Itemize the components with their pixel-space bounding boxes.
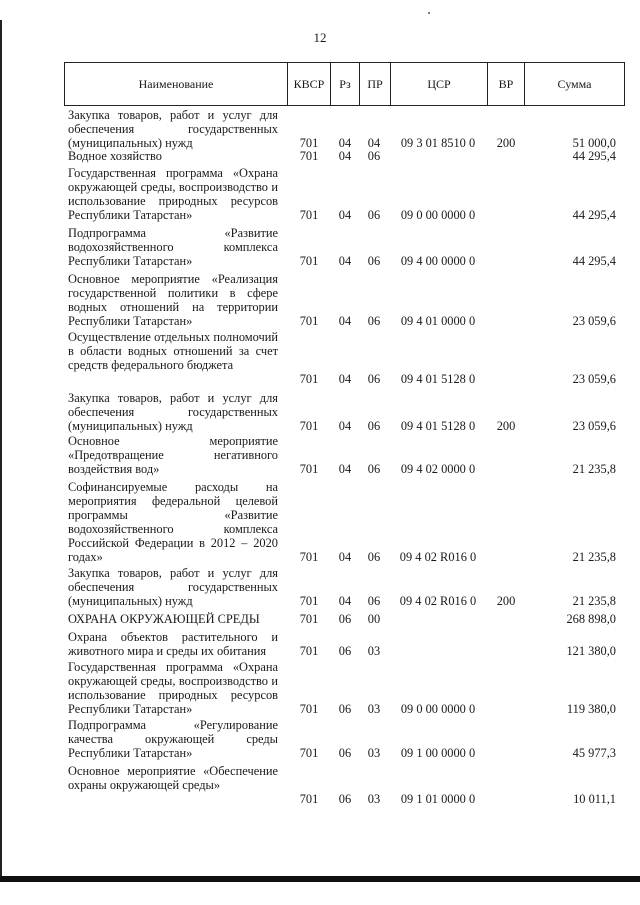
header-kvsr: КВСР bbox=[288, 63, 331, 105]
row-name: Основное мероприятие «Реализация государственной политики в сфере водных отношений на территории Республики Татарстан» bbox=[68, 272, 278, 328]
row-rz: 04 bbox=[338, 149, 352, 163]
row-kvsr: 701 bbox=[299, 644, 319, 658]
row-sum: 44 295,4 bbox=[572, 208, 616, 222]
row-kvsr: 701 bbox=[299, 746, 319, 760]
header-csr: ЦСР bbox=[391, 63, 488, 105]
row-name: Софинансируемые расходы на мероприятия федеральной целевой программы «Развитие водохозяйственного комплекса Российской Федерации в 2012 – 2020 годах» bbox=[68, 480, 278, 564]
header-pr: ПР bbox=[360, 63, 391, 105]
header-sum: Сумма bbox=[557, 76, 592, 91]
table-header bbox=[64, 62, 625, 106]
row-sum: 44 295,4 bbox=[572, 149, 616, 163]
row-name: Осуществление отдельных полномочий в области водных отношений за счет средств федерального бюджета bbox=[68, 330, 278, 372]
row-name: Государственная программа «Охрана окружающей среды, воспроизводство и использование природных ресурсов Республики Татарстан» bbox=[68, 166, 278, 222]
row-kvsr: 701 bbox=[299, 462, 319, 476]
row-csr: 09 4 01 5128 0 bbox=[400, 372, 476, 386]
row-pr: 06 bbox=[367, 594, 381, 608]
row-kvsr: 701 bbox=[299, 419, 319, 433]
row-kvsr: 701 bbox=[299, 208, 319, 222]
row-rz: 06 bbox=[338, 746, 352, 760]
row-name: ОХРАНА ОКРУЖАЮЩЕЙ СРЕДЫ bbox=[68, 612, 260, 626]
row-csr: 09 4 02 R016 0 bbox=[399, 594, 477, 608]
row-kvsr: 701 bbox=[299, 314, 319, 328]
row-sum: 51 000,0 bbox=[572, 136, 616, 150]
row-csr: 09 0 00 0000 0 bbox=[400, 208, 476, 222]
row-csr: 09 4 01 5128 0 bbox=[400, 419, 476, 433]
row-rz: 04 bbox=[338, 594, 352, 608]
row-name: Государственная программа «Охрана окружающей среды, воспроизводство и использование природных ресурсов Республики Татарстан» bbox=[68, 660, 278, 716]
row-name: Подпрограмма «Регулирование качества окружающей среды Республики Татарстан» bbox=[68, 718, 278, 760]
row-rz: 04 bbox=[338, 372, 352, 386]
row-name: Основное мероприятие «Обеспечение охраны окружающей среды» bbox=[68, 764, 278, 792]
row-kvsr: 701 bbox=[299, 594, 319, 608]
header-rz: Рз bbox=[331, 63, 360, 105]
row-name: Закупка товаров, работ и услуг для обеспечения государственных (муниципальных) нужд bbox=[68, 566, 278, 608]
row-vr: 200 bbox=[496, 594, 516, 608]
row-sum: 21 235,8 bbox=[572, 594, 616, 608]
row-name: Закупка товаров, работ и услуг для обеспечения государственных (муниципальных) нужд bbox=[68, 108, 278, 150]
row-name: Охрана объектов растительного и животного мира и среды их обитания bbox=[68, 630, 278, 658]
row-rz: 04 bbox=[338, 419, 352, 433]
row-pr: 06 bbox=[367, 208, 381, 222]
row-name: Закупка товаров, работ и услуг для обеспечения государственных (муниципальных) нужд bbox=[68, 391, 278, 433]
row-csr: 09 1 00 0000 0 bbox=[400, 746, 476, 760]
row-sum: 10 011,1 bbox=[573, 792, 616, 806]
row-pr: 06 bbox=[367, 462, 381, 476]
row-kvsr: 701 bbox=[299, 372, 319, 386]
row-pr: 06 bbox=[367, 372, 381, 386]
row-csr: 09 0 00 0000 0 bbox=[400, 702, 476, 716]
row-sum: 44 295,4 bbox=[572, 254, 616, 268]
row-kvsr: 701 bbox=[299, 149, 319, 163]
row-sum: 45 977,3 bbox=[572, 746, 616, 760]
row-kvsr: 701 bbox=[299, 254, 319, 268]
row-rz: 04 bbox=[338, 136, 352, 150]
row-vr: 200 bbox=[496, 419, 516, 433]
scan-speck bbox=[428, 12, 430, 14]
row-csr: 09 4 00 0000 0 bbox=[400, 254, 476, 268]
row-sum: 23 059,6 bbox=[572, 314, 616, 328]
row-sum: 119 380,0 bbox=[566, 702, 616, 716]
row-sum: 21 235,8 bbox=[572, 462, 616, 476]
row-csr: 09 1 01 0000 0 bbox=[400, 792, 476, 806]
row-sum: 268 898,0 bbox=[566, 612, 616, 626]
scan-bottom-edge bbox=[0, 876, 640, 882]
row-vr: 200 bbox=[496, 136, 516, 150]
row-csr: 09 4 02 R016 0 bbox=[399, 550, 477, 564]
row-pr: 06 bbox=[367, 149, 381, 163]
row-name: Основное мероприятие «Предотвращение негативного воздействия вод» bbox=[68, 434, 278, 476]
row-pr: 06 bbox=[367, 254, 381, 268]
row-sum: 21 235,8 bbox=[572, 550, 616, 564]
row-rz: 06 bbox=[338, 792, 352, 806]
row-csr: 09 3 01 8510 0 bbox=[400, 136, 476, 150]
scan-left-edge bbox=[0, 20, 2, 882]
row-rz: 04 bbox=[338, 462, 352, 476]
row-pr: 03 bbox=[367, 746, 381, 760]
row-pr: 04 bbox=[367, 136, 381, 150]
row-rz: 06 bbox=[338, 612, 352, 626]
header-name: Наименование bbox=[65, 63, 288, 105]
row-sum: 23 059,6 bbox=[572, 419, 616, 433]
row-rz: 06 bbox=[338, 644, 352, 658]
row-kvsr: 701 bbox=[299, 612, 319, 626]
row-name: Подпрограмма «Развитие водохозяйственного комплекса Республики Татарстан» bbox=[68, 226, 278, 268]
row-rz: 04 bbox=[338, 254, 352, 268]
row-csr: 09 4 02 0000 0 bbox=[400, 462, 476, 476]
row-pr: 03 bbox=[367, 702, 381, 716]
page-number: 12 bbox=[313, 30, 327, 45]
row-kvsr: 701 bbox=[299, 792, 319, 806]
row-csr: 09 4 01 0000 0 bbox=[400, 314, 476, 328]
row-sum: 23 059,6 bbox=[572, 372, 616, 386]
row-rz: 04 bbox=[338, 550, 352, 564]
row-rz: 06 bbox=[338, 702, 352, 716]
row-rz: 04 bbox=[338, 208, 352, 222]
row-kvsr: 701 bbox=[299, 136, 319, 150]
row-rz: 04 bbox=[338, 314, 352, 328]
row-pr: 00 bbox=[367, 612, 381, 626]
row-kvsr: 701 bbox=[299, 702, 319, 716]
row-pr: 03 bbox=[367, 644, 381, 658]
row-name: Водное хозяйство bbox=[68, 149, 163, 163]
row-sum: 121 380,0 bbox=[566, 644, 616, 658]
row-pr: 06 bbox=[367, 314, 381, 328]
row-pr: 06 bbox=[367, 419, 381, 433]
row-pr: 06 bbox=[367, 550, 381, 564]
row-kvsr: 701 bbox=[299, 550, 319, 564]
row-pr: 03 bbox=[367, 792, 381, 806]
header-vr: ВР bbox=[488, 63, 525, 105]
